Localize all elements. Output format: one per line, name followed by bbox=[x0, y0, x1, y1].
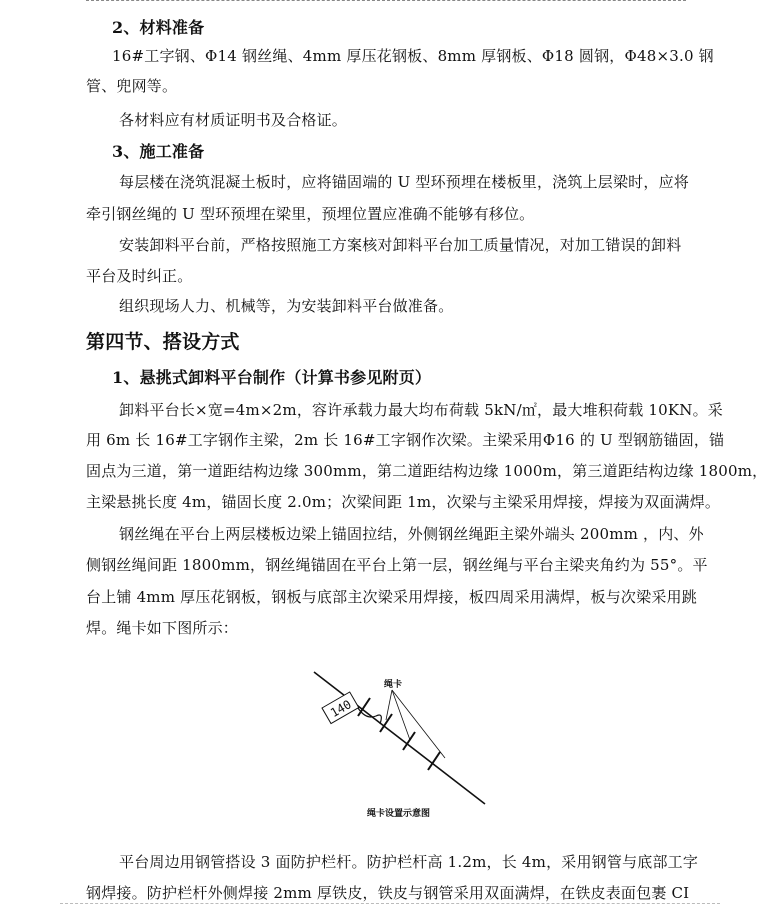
bottom-divider bbox=[60, 903, 720, 905]
platform-line-4: 主梁悬挑长度 4m，锚固长度 2.0m；次梁间距 1m，次梁与主梁采用焊接，焊接为双面满焊。 bbox=[86, 493, 721, 511]
heading-materials: 2、材料准备 bbox=[112, 18, 205, 37]
dimension-box bbox=[322, 692, 359, 724]
prep-line-5: 组织现场人力、机械等，为安装卸料平台做准备。 bbox=[119, 297, 454, 315]
prep-line-4: 平台及时纠正。 bbox=[86, 267, 193, 285]
rope-line-2: 侧钢丝绳间距 1800mm，钢丝绳锚固在平台上第一层，钢丝绳与平台主梁夹角约为 55°。平 bbox=[86, 556, 708, 574]
materials-cert-line: 各材料应有材质证明书及合格证。 bbox=[119, 111, 348, 129]
prep-line-1: 每层楼在浇筑混凝土板时，应将锚固端的 U 型环预埋在楼板里，浇筑上层梁时，应将 bbox=[119, 173, 689, 191]
top-divider bbox=[86, 0, 686, 3]
materials-line-1: 16#工字钢、Φ14 钢丝绳、4mm 厚压花钢板、8mm 厚钢板、Φ18 圆钢，Φ48×3.0 钢 bbox=[112, 47, 714, 65]
platform-line-2: 用 6m 长 16#工字钢作主梁，2m 长 16#工字钢作次梁。主梁采用Φ16 的 U 型钢筋锚固，锚 bbox=[86, 431, 725, 449]
dimension-label: 140 bbox=[327, 697, 354, 721]
leader-line-3 bbox=[392, 690, 445, 758]
clip-mark-3 bbox=[403, 732, 415, 750]
platform-line-1: 卸料平台长×宽=4m×2m，容许承载力最大均布荷载 5kN/㎡，最大堆积荷载 10KN。采 bbox=[119, 401, 724, 419]
prep-line-2: 牵引钢丝绳的 U 型环预埋在梁里，预埋位置应准确不能够有移位。 bbox=[86, 205, 535, 223]
leader-line-2 bbox=[392, 690, 410, 740]
subsection-heading: 1、悬挑式卸料平台制作（计算书参见附页） bbox=[112, 368, 432, 387]
rope-line-1: 钢丝绳在平台上两层楼板边梁上锚固拉结，外侧钢丝绳距主梁外端头 200mm ，内、外 bbox=[119, 525, 704, 543]
figure-caption: 绳卡设置示意图 bbox=[367, 809, 431, 819]
clip-label: 绳卡 bbox=[384, 680, 403, 690]
railing-line-1: 平台周边用钢管搭设 3 面防护栏杆。防护栏杆高 1.2m，长 4m，采用钢管与底部工字 bbox=[119, 853, 699, 871]
railing-line-2: 钢焊接。防护栏杆外侧焊接 2mm 厚铁皮，铁皮与钢管采用双面满焊，在铁皮表面包裹 CI bbox=[86, 884, 690, 902]
rope-line bbox=[314, 672, 485, 804]
prep-line-3: 安装卸料平台前，严格按照施工方案核对卸料平台加工质量情况，对加工错误的卸料 bbox=[119, 236, 682, 254]
rope-clip-diagram bbox=[300, 662, 500, 824]
platform-line-3: 固点为三道，第一道距结构边缘 300mm，第二道距结构边缘 1000m，第三道距结构边缘 1800m， bbox=[86, 462, 768, 480]
chapter-heading: 第四节、搭设方式 bbox=[86, 331, 240, 353]
rope-line-3: 台上铺 4mm 厚压花钢板，钢板与底部主次梁采用焊接，板四周采用满焊，板与次梁采用跳 bbox=[86, 588, 697, 606]
heading-construction-prep: 3、施工准备 bbox=[112, 142, 205, 161]
rope-line-4: 焊。绳卡如下图所示： bbox=[86, 619, 239, 637]
materials-line-2: 管、兜网等。 bbox=[86, 77, 178, 95]
